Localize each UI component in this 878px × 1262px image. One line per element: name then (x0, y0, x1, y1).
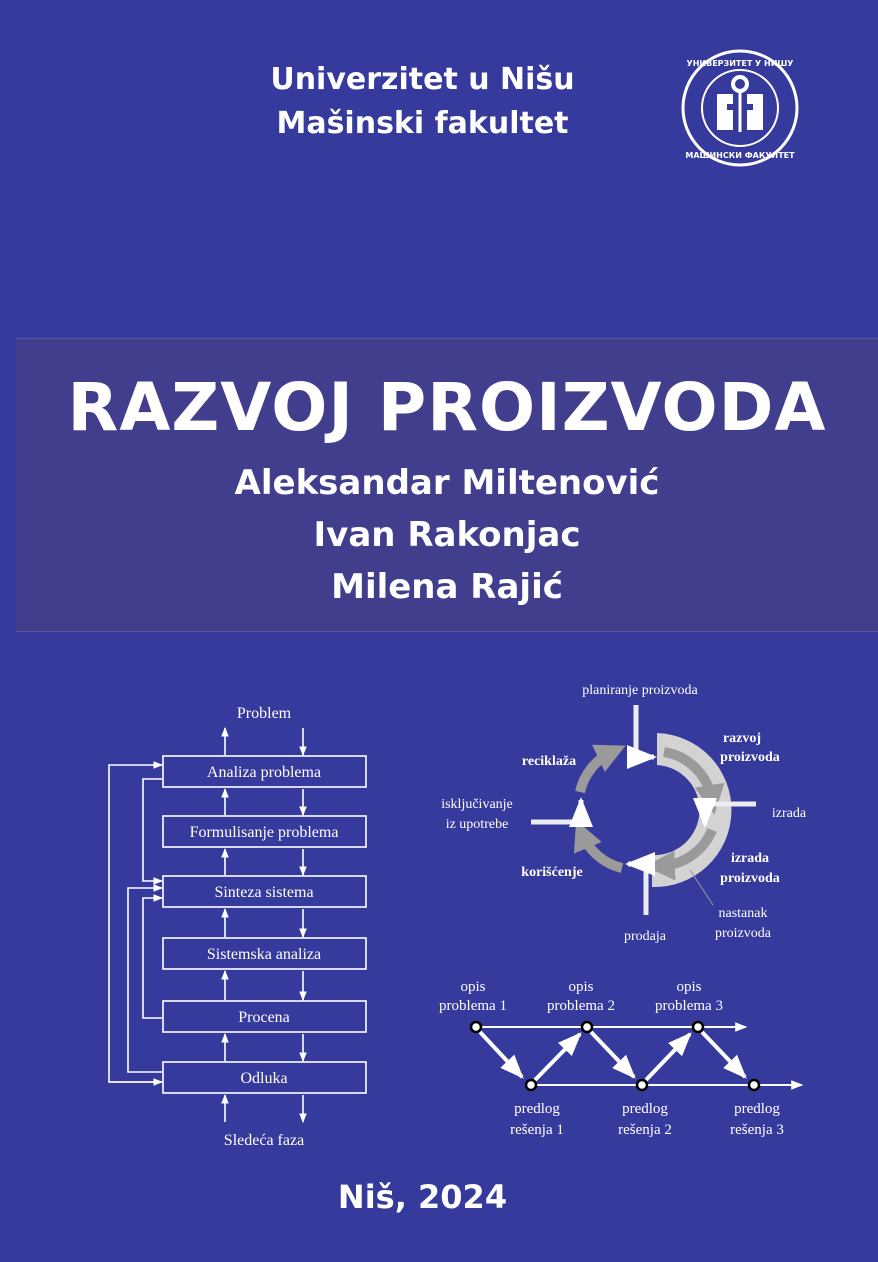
publication-place-year: Niš, 2024 (337, 1178, 508, 1216)
diagram-label: predlog (622, 1101, 668, 1117)
diagram-label: nastanak (718, 906, 768, 921)
flow-output: Sledeća faza (223, 1132, 305, 1149)
diagram-label: proizvoda (720, 750, 780, 765)
university-name: Univerzitet u Nišu (270, 62, 575, 97)
diagram-label: korišćenje (521, 865, 583, 880)
diagram-label: proizvoda (715, 926, 771, 941)
author: Milena Rajić (331, 567, 563, 607)
diagram-label: rešenja 2 (618, 1122, 672, 1138)
flow-input: Problem (236, 705, 292, 722)
diagram-label: razvoj (722, 731, 762, 746)
diagram-label: prodaja (624, 929, 666, 944)
author: Aleksandar Miltenović (234, 463, 660, 503)
diagram-label: izrada (771, 806, 807, 821)
flow-step: Odluka (240, 1070, 288, 1087)
diagram-label: problema 2 (547, 998, 615, 1014)
diagram-label: МАШИНСКИ ФАКУЛТЕТ (685, 151, 795, 160)
diagram-label: reciklaža (521, 754, 577, 769)
diagram-label: УНИВЕРЗИТЕТ У НИШУ (686, 59, 794, 68)
flow-step: Formulisanje problema (189, 824, 339, 841)
flow-step: Procena (238, 1009, 290, 1026)
diagram-label: predlog (514, 1101, 560, 1117)
diagram-label: opis (568, 979, 594, 995)
diagram-label: iz upotrebe (445, 817, 509, 832)
diagram-label: izrada (730, 851, 770, 866)
diagram-label: opis (676, 979, 702, 995)
author: Ivan Rakonjac (313, 515, 581, 555)
diagram-label: planiranje proizvoda (582, 683, 698, 698)
flow-step: Analiza problema (206, 764, 322, 781)
diagram-label: problema 1 (439, 998, 507, 1014)
product-lifecycle-diagram (441, 683, 807, 944)
flow-step: Sistemska analiza (206, 946, 322, 963)
flow-step: Sinteza sistema (214, 884, 314, 901)
diagram-label: proizvoda (720, 871, 780, 886)
diagram-label: rešenja 1 (510, 1122, 564, 1138)
book-title: RAZVOJ PROIZVODA (67, 369, 827, 446)
diagram-label: opis (460, 979, 486, 995)
diagram-label: rešenja 3 (730, 1122, 784, 1138)
faculty-name: Mašinski fakultet (276, 106, 569, 141)
problem-solution-network (439, 979, 802, 1138)
design-process-flowchart (109, 705, 366, 1149)
diagram-label: problema 3 (655, 998, 723, 1014)
diagram-label: predlog (734, 1101, 780, 1117)
diagram-label: isključivanje (441, 797, 513, 812)
